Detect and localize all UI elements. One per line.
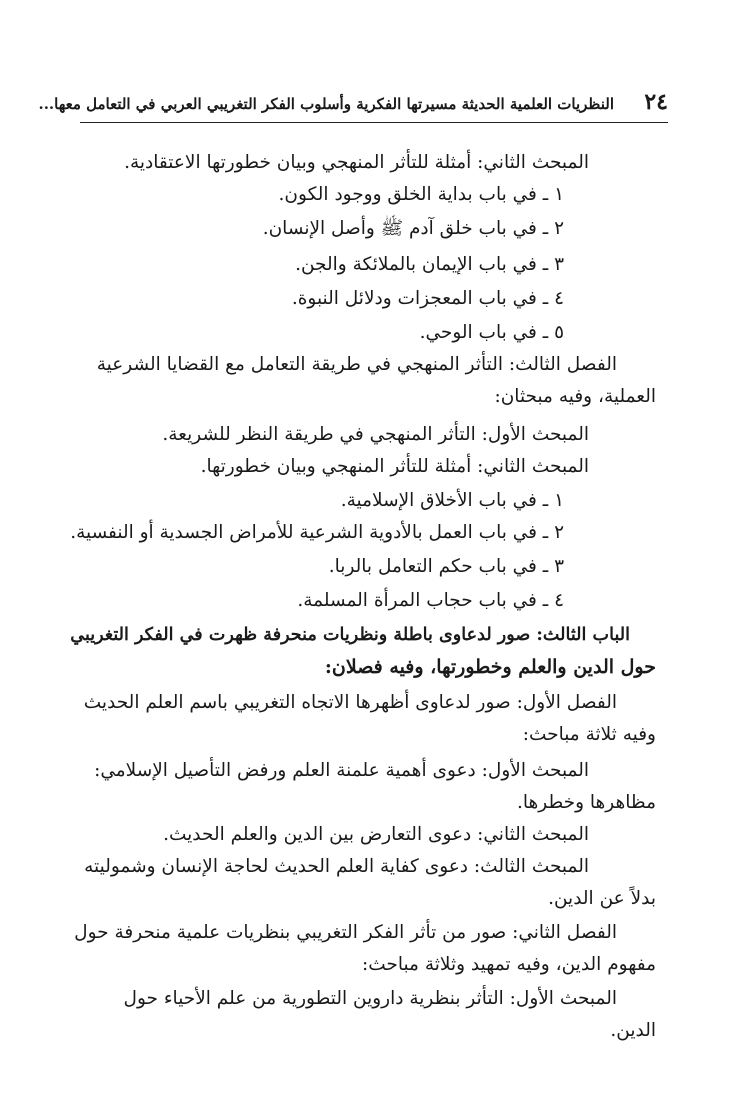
toc-line: ١ ـ في باب الأخلاق الإسلامية. bbox=[340, 490, 564, 511]
toc-line: مظاهرها وخطرها. bbox=[517, 792, 656, 813]
toc-line: ٢ ـ في باب خلق آدم ﷺ وأصل الإنسان. bbox=[262, 218, 564, 239]
toc-line: المبحث الأول: دعوى أهمية علمنة العلم ورفض التأصيل الإسلامي: bbox=[94, 760, 589, 781]
toc-line: وفيه ثلاثة مباحث: bbox=[522, 724, 656, 745]
toc-heading: الباب الثالث: صور لدعاوى باطلة ونظريات منحرفة ظهرت في الفكر التغريبي bbox=[70, 624, 630, 645]
toc-line: ٢ ـ في باب العمل بالأدوية الشرعية للأمراض الجسدية أو النفسية. bbox=[70, 522, 564, 543]
toc-line: ٤ ـ في باب المعجزات ودلائل النبوة. bbox=[291, 288, 564, 309]
toc-line: المبحث الثالث: دعوى كفاية العلم الحديث لحاجة الإنسان وشموليته bbox=[84, 856, 589, 877]
toc-line: بدلاً عن الدين. bbox=[548, 888, 656, 909]
toc-line: المبحث الثاني: دعوى التعارض بين الدين والعلم الحديث. bbox=[163, 824, 589, 845]
toc-line: الفصل الثاني: صور من تأثر الفكر التغريبي بنظريات علمية منحرفة حول bbox=[74, 922, 617, 943]
toc-line: المبحث الأول: التأثر المنهجي في طريقة النظر للشريعة. bbox=[162, 424, 589, 445]
toc-line: ٣ ـ في باب الإيمان بالملائكة والجن. bbox=[295, 254, 564, 275]
toc-line: الدين. bbox=[610, 1020, 656, 1041]
toc-line: ١ ـ في باب بداية الخلق ووجود الكون. bbox=[278, 184, 564, 205]
toc-line: المبحث الأول: التأثر بنظرية داروين التطورية من علم الأحياء حول bbox=[123, 988, 617, 1009]
toc-line: ٣ ـ في باب حكم التعامل بالربا. bbox=[328, 556, 564, 577]
toc-line: العملية، وفيه مبحثان: bbox=[494, 386, 656, 407]
toc-line: ٤ ـ في باب حجاب المرأة المسلمة. bbox=[297, 590, 564, 611]
toc-heading: حول الدين والعلم وخطورتها، وفيه فصلان: bbox=[324, 656, 656, 678]
toc-line: الفصل الثالث: التأثر المنهجي في طريقة التعامل مع القضايا الشرعية bbox=[96, 354, 617, 375]
toc-line: المبحث الثاني: أمثلة للتأثر المنهجي وبيان خطورتها الاعتقادية. bbox=[124, 152, 589, 173]
page-header bbox=[38, 86, 668, 123]
toc-line: ٥ ـ في باب الوحي. bbox=[419, 322, 564, 343]
toc-line: المبحث الثاني: أمثلة للتأثر المنهجي وبيان خطورتها. bbox=[200, 456, 589, 477]
toc-line: مفهوم الدين، وفيه تمهيد وثلاثة مباحث: bbox=[362, 954, 656, 975]
running-title: النظريات العلمية الحديثة مسيرتها الفكرية وأسلوب الفكر التغريبي العربي في التعامل معها... bbox=[38, 95, 614, 113]
toc-line: الفصل الأول: صور لدعاوى أظهرها الاتجاه التغريبي باسم العلم الحديث bbox=[83, 692, 617, 713]
page-number: ٢٤ bbox=[644, 89, 668, 115]
